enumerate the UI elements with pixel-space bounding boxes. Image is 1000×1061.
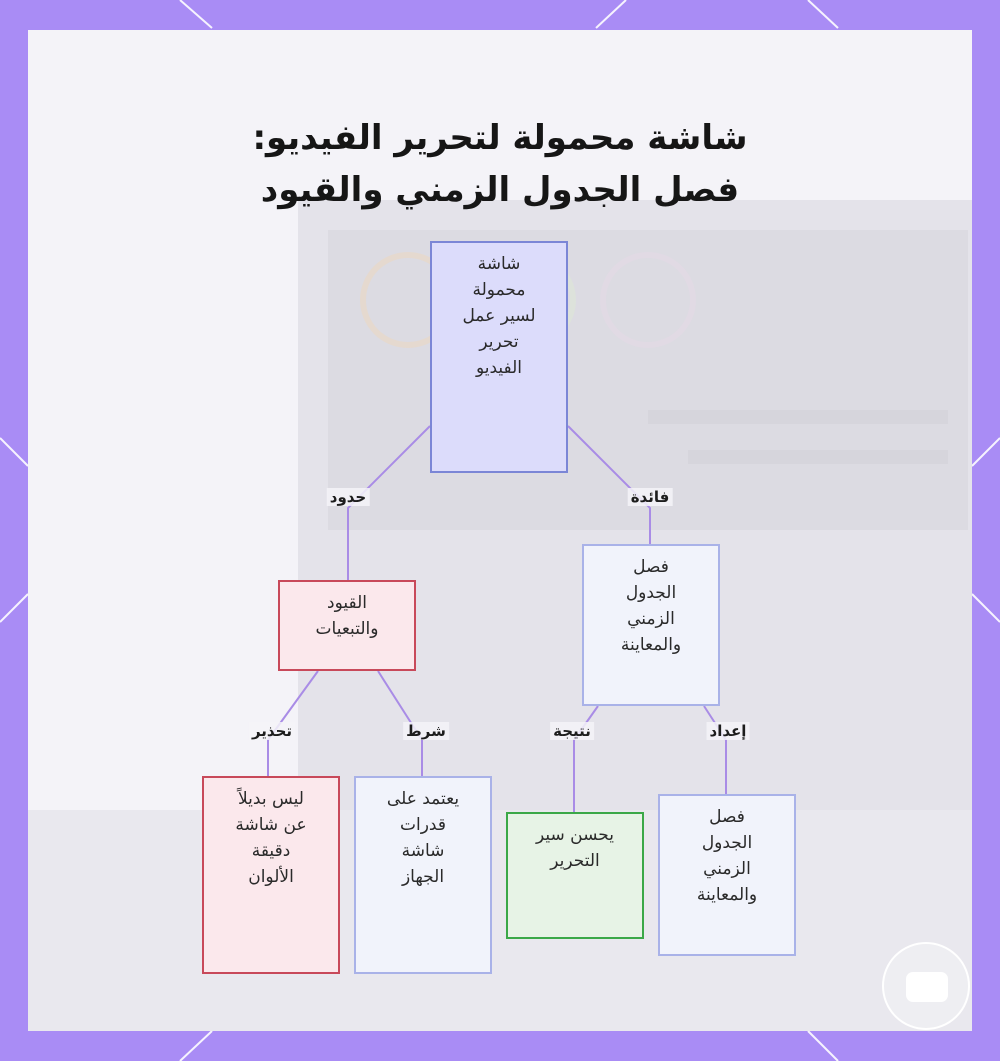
node-condition [354,776,492,974]
node-benefit [582,544,720,706]
node-condition-line: يعتمد على [386,789,460,809]
node-condition-line: قدرات [400,815,446,835]
node-benefit-line: الجدول [625,583,677,603]
node-benefit-line: والمعاينة [620,635,682,655]
edge-label-warning: تحذير [249,722,295,740]
node-root-line: لسير عمل [462,306,536,326]
node-benefit-line: الزمني [627,609,675,629]
node-constraints [278,580,416,671]
node-warning-line: الألوان [248,867,294,887]
title-line-2: فصل الجدول الزمني والقيود [260,170,740,210]
node-root-line: الفيديو [475,358,523,378]
node-setup-line: والمعاينة [696,885,758,905]
node-setup-line: الزمني [703,859,751,879]
node-condition-line: شاشة [401,841,445,861]
chat-badge[interactable] [882,942,970,1030]
node-warning-line: ليس بديلاً [238,789,304,809]
node-setup-line: فصل [709,807,745,827]
node-result-line: يحسن سير [536,825,614,845]
diagram-card [28,30,972,1031]
edge-label-condition: شرط [403,722,449,740]
edge-label-setup: إعداد [707,722,750,740]
edge-label-benefit: فائدة [628,488,673,506]
node-root [430,241,568,473]
title-line-1: شاشة محمولة لتحرير الفيديو: [252,118,748,158]
node-constraints-line: القيود [327,593,367,613]
node-setup-line: الجدول [701,833,753,853]
node-setup [658,794,796,956]
node-root-line: محمولة [472,280,526,300]
node-warning-line: دقيقة [251,841,291,861]
node-root-line: تحرير [479,332,519,352]
chat-icon [906,972,948,1002]
edge-lines [28,30,972,1031]
node-root-line: شاشة [477,254,521,274]
node-warning-line: عن شاشة [235,815,307,835]
node-constraints-line: والتبعيات [315,619,379,639]
node-result-line: التحرير [550,851,600,871]
node-benefit-line: فصل [633,557,669,577]
edge-label-limits: حدود [327,488,370,506]
node-result [506,812,644,939]
edge-label-result: نتيجة [550,722,594,740]
node-warning [202,776,340,974]
node-condition-line: الجهاز [401,867,445,887]
